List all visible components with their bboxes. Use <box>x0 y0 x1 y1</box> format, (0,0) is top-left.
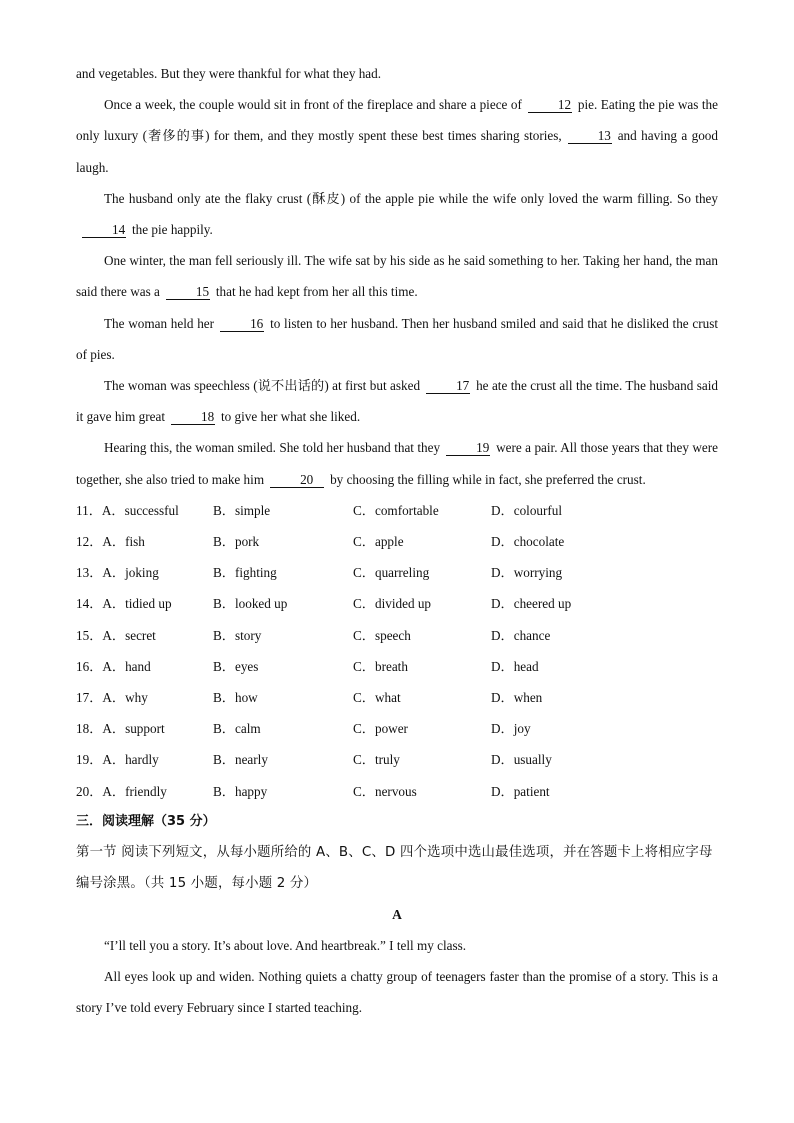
option-row <box>76 557 718 588</box>
blank-13: 13 <box>568 128 612 144</box>
option-c: C．comfortable <box>353 502 439 518</box>
text: Once a week, the couple would sit in front of the fireplace and share a piece of <box>104 97 522 113</box>
section-title: 三．阅读理解（35 分） <box>76 813 216 829</box>
blank-18: 18 <box>171 409 215 425</box>
reading-paragraph-1: “I’ll tell you a story. It’s about love. And heartbreak.” I tell my class. <box>104 937 467 953</box>
section-instruction: 第一节 阅读下列短文，从每小题所给的 A、B、C、D 四个选项中选山最佳选项，并在答题卡上将相应字母编号涂黑。（共 15 小题，每小题 2 分） <box>76 844 713 891</box>
text: to listen to her husband. Then her husband smiled and said that he disliked the crust of pies. <box>76 315 718 362</box>
passage-paragraph-2 <box>76 183 718 245</box>
option-b: B．story <box>213 627 262 643</box>
passage-letter: A <box>392 906 402 922</box>
text: by choosing the filling while in fact, she preferred the crust. <box>330 471 646 487</box>
option-d: D．colourful <box>491 502 563 518</box>
passage-line-0: and vegetables. But they were thankful for what they had. <box>76 66 382 81</box>
option-a: 20．A．friendly <box>76 783 167 799</box>
option-d: D．head <box>491 658 539 674</box>
passage-paragraph-3 <box>76 245 718 307</box>
option-b: B．nearly <box>213 752 268 768</box>
text: were a pair. All those years that they were together, she also tried to make him <box>76 440 718 487</box>
blank-17: 17 <box>426 378 470 394</box>
option-a: 19．A．hardly <box>76 752 159 768</box>
option-c: C．speech <box>353 627 411 643</box>
text: and having a good laugh. <box>76 128 718 175</box>
option-c: C．breath <box>353 658 408 674</box>
option-a: 11．A．successful <box>76 502 179 518</box>
option-d: D．patient <box>491 783 550 799</box>
document-page <box>76 58 718 1023</box>
option-row <box>76 744 718 775</box>
passage-paragraph-1 <box>76 89 718 183</box>
option-c: C．power <box>353 721 408 737</box>
text: the pie happily. <box>132 222 213 238</box>
option-b: B．happy <box>213 783 268 799</box>
option-row <box>76 588 718 619</box>
option-d: D．joy <box>491 721 531 737</box>
options-list <box>76 495 718 807</box>
option-c: C．nervous <box>353 783 417 799</box>
option-b: B．pork <box>213 534 260 550</box>
option-a: 13．A．joking <box>76 565 159 581</box>
option-d: D．when <box>491 689 543 705</box>
text: to give her what she liked. <box>220 409 361 425</box>
option-b: B．eyes <box>213 658 259 674</box>
option-row <box>76 620 718 651</box>
option-a: 14．A．tidied up <box>76 596 172 612</box>
option-d: D．cheered up <box>491 596 572 612</box>
option-d: D．usually <box>491 752 552 768</box>
text: Hearing this, the woman smiled. She told her husband that they <box>104 440 441 456</box>
reading-paragraph-2: All eyes look up and widen. Nothing quiets a chatty group of teenagers faster than the promise of a story. This is a story I’ve told every February since I started teaching. <box>76 968 718 1016</box>
option-row <box>76 526 718 557</box>
option-a: 18．A．support <box>76 721 165 737</box>
option-c: C．quarreling <box>353 565 430 581</box>
option-a: 16．A．hand <box>76 658 151 674</box>
option-row <box>76 495 718 526</box>
option-b: B．simple <box>213 502 271 518</box>
passage-paragraph-6 <box>76 432 718 494</box>
blank-12: 12 <box>528 97 572 113</box>
option-b: B．looked up <box>213 596 288 612</box>
option-d: D．chance <box>491 627 551 643</box>
text: The husband only ate the flaky crust (酥皮) of the apple pie while the wife only loved the warm filling. So they <box>104 190 718 206</box>
text: pie. Eating the pie was the only luxury (奢侈的事) for them, and they mostly spent these best times sharing stories, <box>76 97 718 144</box>
option-d: D．worrying <box>491 565 563 581</box>
passage-paragraph-5 <box>76 370 718 432</box>
option-d: D．chocolate <box>491 534 565 550</box>
text: he ate the crust all the time. The husband said it gave him great <box>76 378 718 425</box>
blank-15: 15 <box>166 284 210 300</box>
option-row <box>76 651 718 682</box>
passage-paragraph-4 <box>76 308 718 370</box>
option-b: B．how <box>213 689 258 705</box>
option-b: B．calm <box>213 721 261 737</box>
text: that he had kept from her all this time. <box>215 284 418 300</box>
blank-19: 19 <box>446 440 490 456</box>
option-c: C．divided up <box>353 596 432 612</box>
blank-14: 14 <box>82 222 126 238</box>
blank-20: 20 <box>270 472 324 488</box>
option-row <box>76 776 718 807</box>
option-a: 15．A．secret <box>76 627 156 643</box>
option-a: 17．A．why <box>76 689 148 705</box>
option-a: 12．A．fish <box>76 534 145 550</box>
option-b: B．fighting <box>213 565 277 581</box>
option-c: C．what <box>353 689 401 705</box>
option-row <box>76 713 718 744</box>
text: The woman held her <box>104 315 215 331</box>
text: One winter, the man fell seriously ill. The wife sat by his side as he said something to her. Taking her hand, the man said there was a <box>76 253 718 300</box>
option-c: C．truly <box>353 752 400 768</box>
blank-16: 16 <box>220 316 264 332</box>
option-row <box>76 682 718 713</box>
option-c: C．apple <box>353 534 404 550</box>
text: The woman was speechless (说不出话的) at first but asked <box>104 378 421 394</box>
